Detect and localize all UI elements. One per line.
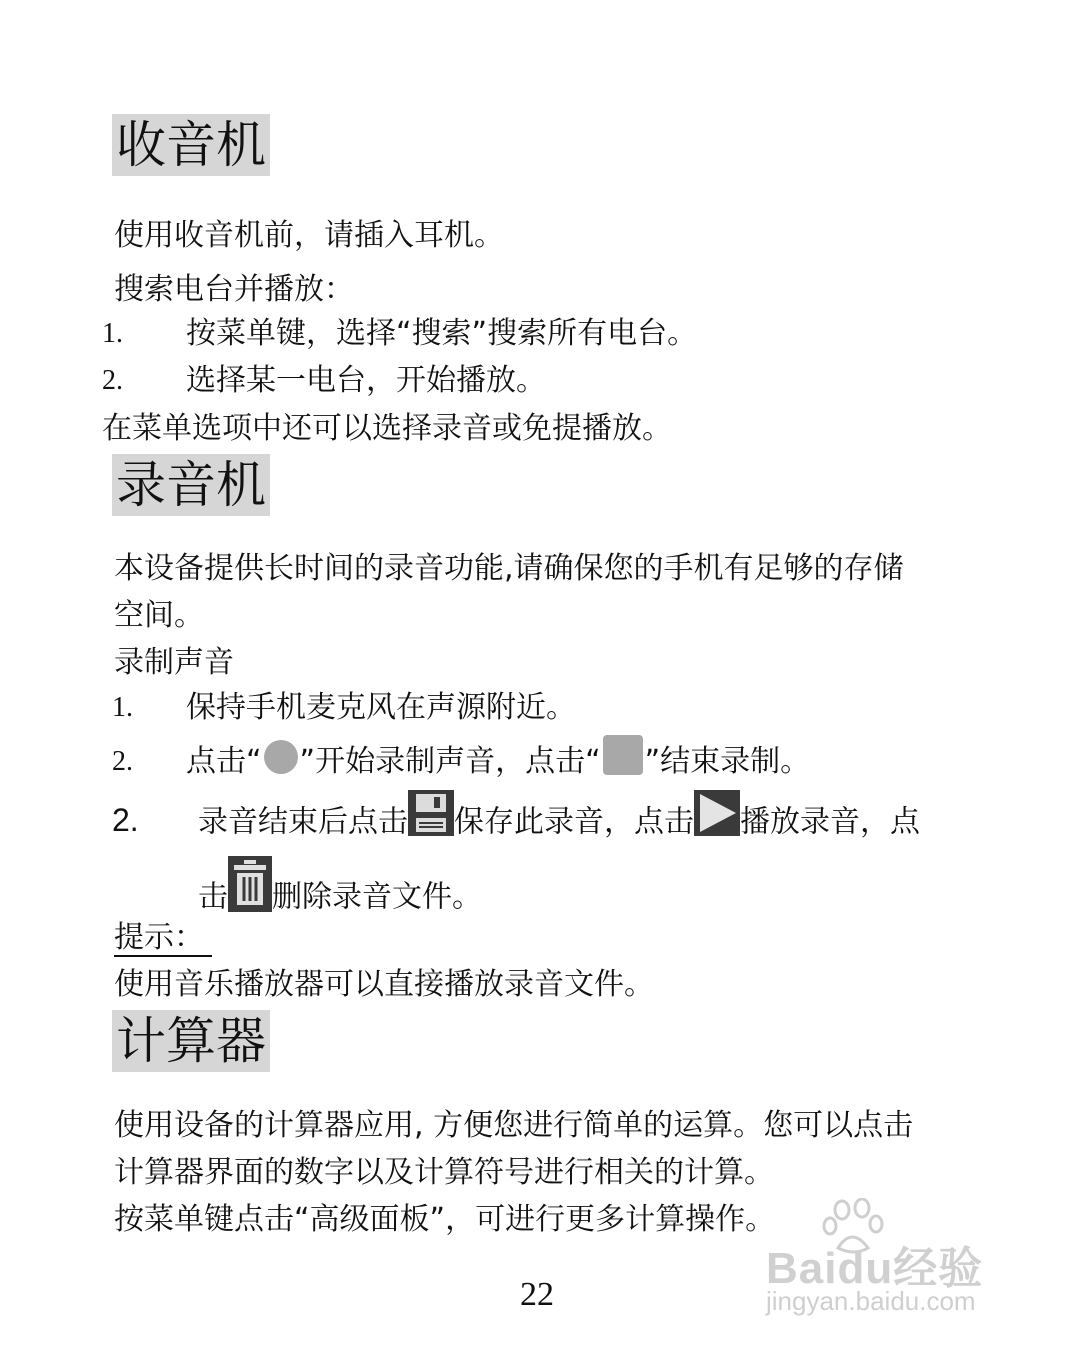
- recorder-step-3-number: 2.: [112, 802, 139, 838]
- radio-step-1-number: 1.: [102, 318, 123, 349]
- recorder-step-3-part3: 播放录音，点: [740, 804, 920, 840]
- watermark-brand: Baidu经验: [766, 1244, 984, 1293]
- recorder-step-2-part3: ”结束录制。: [644, 744, 811, 779]
- recorder-heading: 录音机: [112, 454, 270, 516]
- recorder-intro-line2: 空间。: [114, 598, 204, 633]
- recorder-step-3-part1: 录音结束后点击: [198, 804, 408, 840]
- tip-label-text: 提示：: [114, 920, 212, 957]
- recorder-intro-line1: 本设备提供长时间的录音功能,请确保您的手机有足够的存储: [114, 551, 904, 586]
- radio-step-2-number: 2.: [102, 365, 123, 396]
- recorder-subtitle: 录制声音: [114, 645, 234, 680]
- save-disk-icon: [408, 790, 454, 836]
- page-number: 22: [520, 1276, 554, 1313]
- recorder-step-2-line: [186, 742, 810, 783]
- recorder-step-3-part4: 击: [198, 879, 228, 915]
- play-triangle-icon: [694, 790, 740, 836]
- calculator-note: 按菜单键点击“高级面板”，可进行更多计算操作。: [114, 1202, 776, 1237]
- watermark-url: jingyan.baidu.com: [766, 1286, 976, 1316]
- calculator-intro-line2: 计算器界面的数字以及计算符号进行相关的计算。: [114, 1155, 774, 1190]
- radio-intro: 使用收音机前，请插入耳机。: [114, 218, 504, 253]
- record-circle-icon: [264, 740, 298, 774]
- recorder-step-3-line2: [198, 870, 482, 926]
- trash-icon: [228, 856, 272, 912]
- recorder-step-2-number: 2.: [112, 746, 133, 777]
- recorder-step-3-part5: 删除录音文件。: [272, 879, 482, 915]
- calculator-heading: 计算器: [112, 1010, 270, 1072]
- radio-note: 在菜单选项中还可以选择录音或免提播放。: [102, 411, 672, 446]
- recorder-step-3-line1: [198, 800, 920, 846]
- recorder-step-1-number: 1.: [112, 692, 133, 723]
- recorder-step-3-part2: 保存此录音，点击: [454, 804, 694, 840]
- radio-subtitle: 搜索电台并播放：: [114, 272, 354, 307]
- recorder-step-2-part1: 点击“: [186, 744, 262, 779]
- calculator-intro-line1: 使用设备的计算器应用, 方便您进行简单的运算。您可以点击: [114, 1108, 914, 1143]
- tip-text: 使用音乐播放器可以直接播放录音文件。: [114, 967, 654, 1002]
- recorder-step-2-part2: ”开始录制声音，点击“: [299, 744, 601, 779]
- radio-step-2-text: 选择某一电台，开始播放。: [186, 363, 546, 398]
- tip-label: [114, 918, 212, 958]
- radio-step-1-text: 按菜单键，选择“搜索”搜索所有电台。: [186, 316, 698, 351]
- stop-square-icon: [603, 735, 643, 775]
- radio-heading: 收音机: [112, 114, 270, 176]
- recorder-step-1-text: 保持手机麦克风在声源附近。: [186, 690, 576, 725]
